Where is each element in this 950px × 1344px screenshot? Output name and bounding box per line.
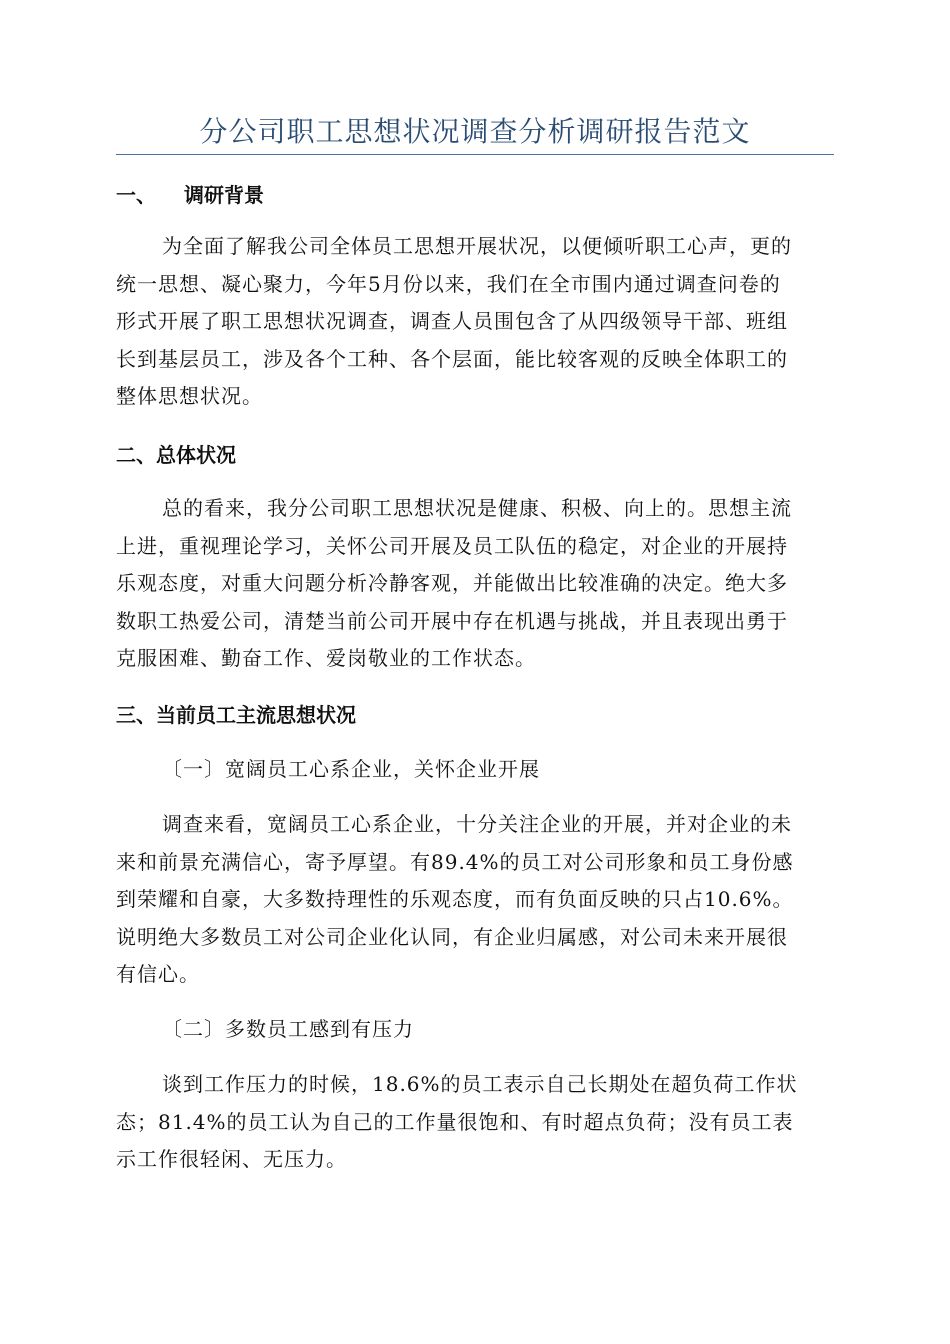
section-2-paragraph <box>116 490 834 678</box>
section-heading-3: 三、当前员工主流思想状况 <box>116 703 356 727</box>
subsection-heading-2: 〔二〕多数员工感到有压力 <box>162 1017 414 1041</box>
paragraph-line: 上进，重视理论学习，关怀公司开展及员工队伍的稳定，对企业的开展持 <box>116 533 788 558</box>
paragraph-line: 调查来看，宽阔员工心系企业，十分关注企业的开展，并对企业的未 <box>162 812 792 836</box>
paragraph-line: 来和前景充满信心，寄予厚望。有89.4%的员工对公司形象和员工身份感 <box>116 849 794 874</box>
document-title: 分公司职工思想状况调查分析调研报告范文 <box>199 115 751 148</box>
section-1-paragraph <box>116 228 834 416</box>
paragraph-line: 形式开展了职工思想状况调查，调查人员围包含了从四级领导干部、班组 <box>116 309 788 333</box>
paragraph-line: 长到基层员工，涉及各个工种、各个层面，能比较客观的反映全体职工的 <box>116 346 788 371</box>
paragraph-line: 克服困难、勤奋工作、爱岗敬业的工作状态。 <box>116 646 536 670</box>
subsection-heading-1: 〔一〕宽阔员工心系企业，关怀企业开展 <box>162 757 540 781</box>
paragraph-line: 谈到工作压力的时候，18.6%的员工表示自己长期处在超负荷工作状 <box>162 1072 798 1096</box>
paragraph-line: 为全面了解我公司全体员工思想开展状况，以便倾听职工心声，更的 <box>162 234 792 258</box>
section-heading-1 <box>116 180 264 210</box>
title-underline <box>116 154 834 155</box>
paragraph-line: 示工作很轻闲、无压力。 <box>116 1147 347 1171</box>
paragraph-line: 到荣耀和自豪，大多数持理性的乐观态度，而有负面反映的只占10.6%。 <box>116 887 794 911</box>
section-number-1: 一、 <box>116 183 156 207</box>
section-heading-2: 二、总体状况 <box>116 443 236 467</box>
paragraph-line: 乐观态度，对重大问题分析冷静客观，并能做出比较准确的决定。绝大多 <box>116 571 788 595</box>
section-title-1: 调研背景 <box>184 183 264 207</box>
paragraph-line: 有信心。 <box>116 962 200 986</box>
paragraph-line: 整体思想状况。 <box>116 384 263 408</box>
paragraph-line: 统一思想、凝心聚力，今年5月份以来，我们在全市围内通过调查问卷的 <box>116 271 781 296</box>
paragraph-line: 态；81.4%的员工认为自己的工作量很饱和、有时超点负荷；没有员工表 <box>116 1109 794 1134</box>
paragraph-line: 总的看来，我分公司职工思想状况是健康、积极、向上的。思想主流 <box>162 496 792 520</box>
subsection-1-paragraph <box>116 806 834 994</box>
paragraph-line: 数职工热爱公司，清楚当前公司开展中存在机遇与挑战，并且表现出勇于 <box>116 608 788 633</box>
paragraph-line: 说明绝大多数员工对公司企业化认同，有企业归属感，对公司未来开展很 <box>116 924 788 949</box>
subsection-2-paragraph <box>116 1066 834 1179</box>
